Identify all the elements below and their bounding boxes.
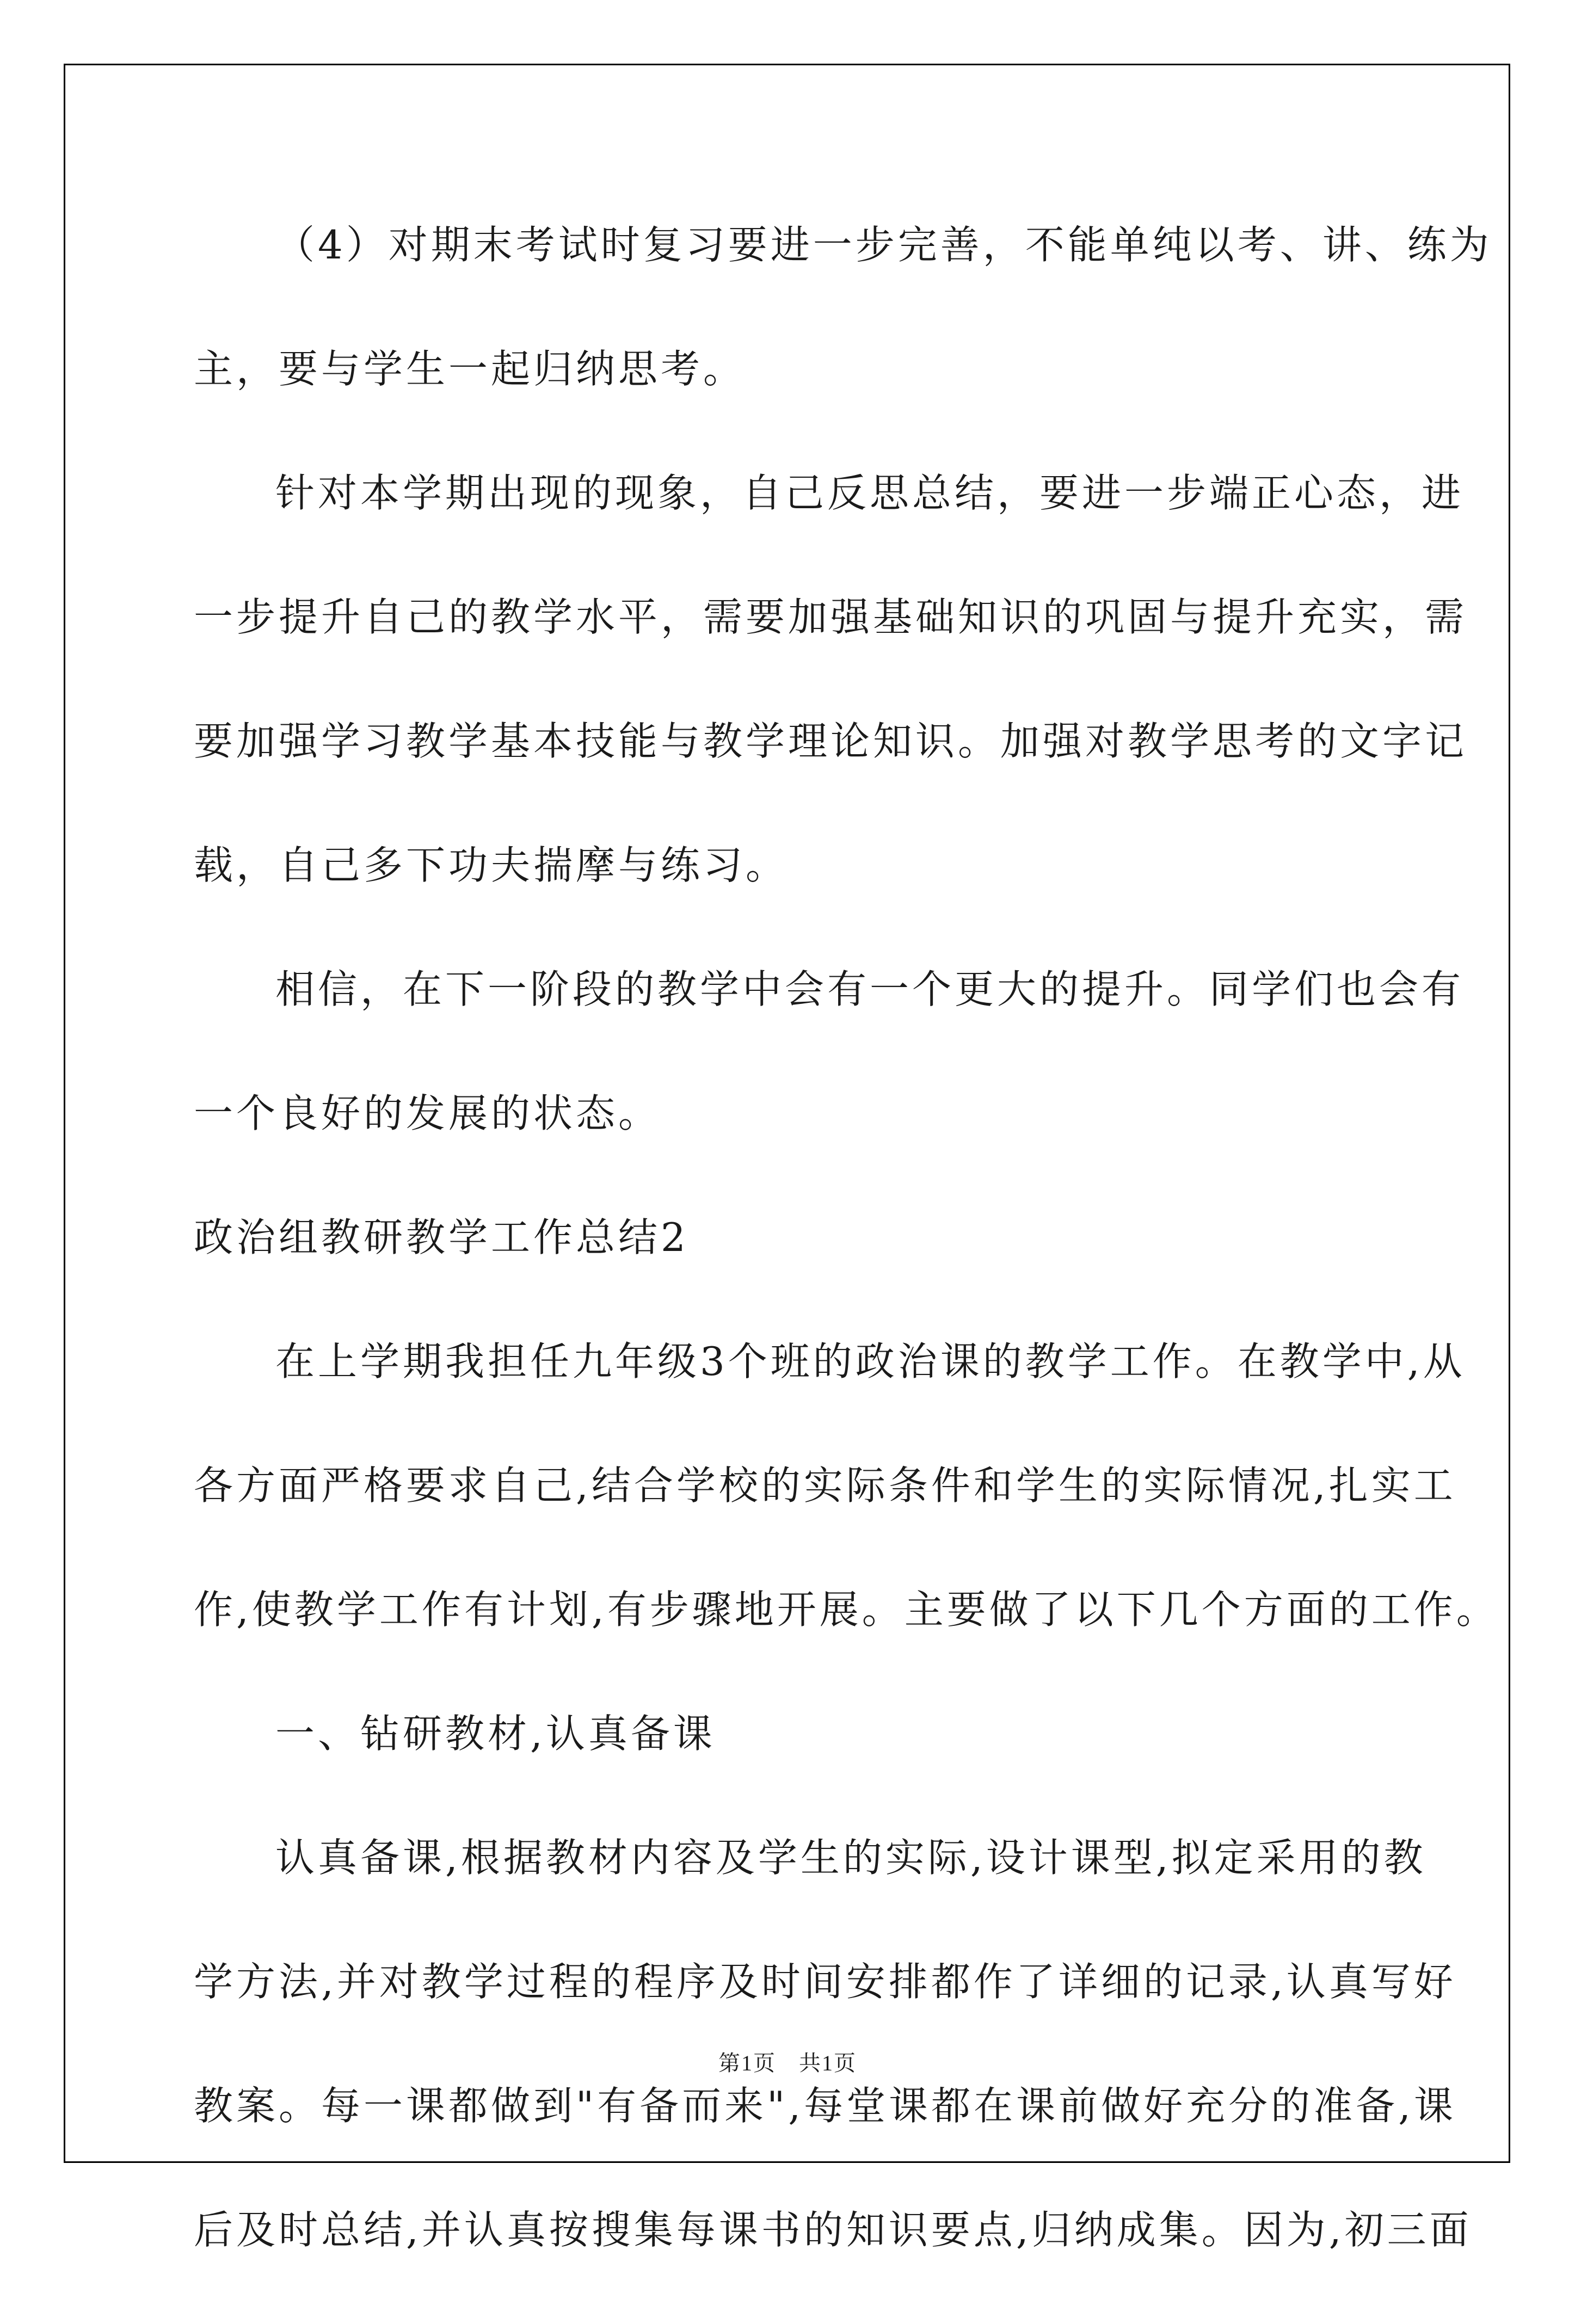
paragraph-line: 在上学期我担任九年级3个班的政治课的教学工作。在教学中,从 xyxy=(275,1339,1466,1384)
paragraph-line: 一步提升自己的教学水平，需要加强基础知识的巩固与提升充实，需 xyxy=(194,594,1468,640)
paragraph-line: 后及时总结,并认真按搜集每课书的知识要点,归纳成集。因为,初三面 xyxy=(194,2207,1472,2253)
paragraph-line: 认真备课,根据教材内容及学生的实际,设计课型,拟定采用的教 xyxy=(275,1835,1426,1881)
paragraph-line: 主，要与学生一起归纳思考。 xyxy=(194,346,746,392)
paragraph-line: 学方法,并对教学过程的程序及时间安排都作了详细的记录,认真写好 xyxy=(194,1959,1456,2005)
paragraph-line: 相信，在下一阶段的教学中会有一个更大的提升。同学们也会有 xyxy=(275,966,1465,1012)
paragraph-line: 要加强学习教学基本技能与教学理论知识。加强对教学思考的文字记 xyxy=(194,718,1468,764)
section-heading: 政治组教研教学工作总结2 xyxy=(194,1215,689,1260)
paragraph-line: （4）对期末考试时复习要进一步完善，不能单纯以考、讲、练为 xyxy=(275,222,1492,268)
paragraph-line: 载，自己多下功夫揣摩与练习。 xyxy=(194,842,789,888)
paragraph-line: 作,使教学工作有计划,有步骤地开展。主要做了以下几个方面的工作。 xyxy=(194,1587,1499,1632)
document-body xyxy=(194,215,1499,2324)
paragraph-line: 针对本学期出现的现象，自己反思总结，要进一步端正心态，进 xyxy=(275,470,1465,516)
subsection-heading: 一、钻研教材,认真备课 xyxy=(275,1711,716,1756)
paragraph-line: 一个良好的发展的状态。 xyxy=(194,1090,661,1136)
paragraph-line: 各方面严格要求自己,结合学校的实际条件和学生的实际情况,扎实工 xyxy=(194,1463,1456,1508)
page-number-footer: 第1页 共1页 xyxy=(718,2051,857,2075)
paragraph-line: 教案。每一课都做到"有备而来",每堂课都在课前做好充分的准备,课 xyxy=(194,2083,1457,2129)
